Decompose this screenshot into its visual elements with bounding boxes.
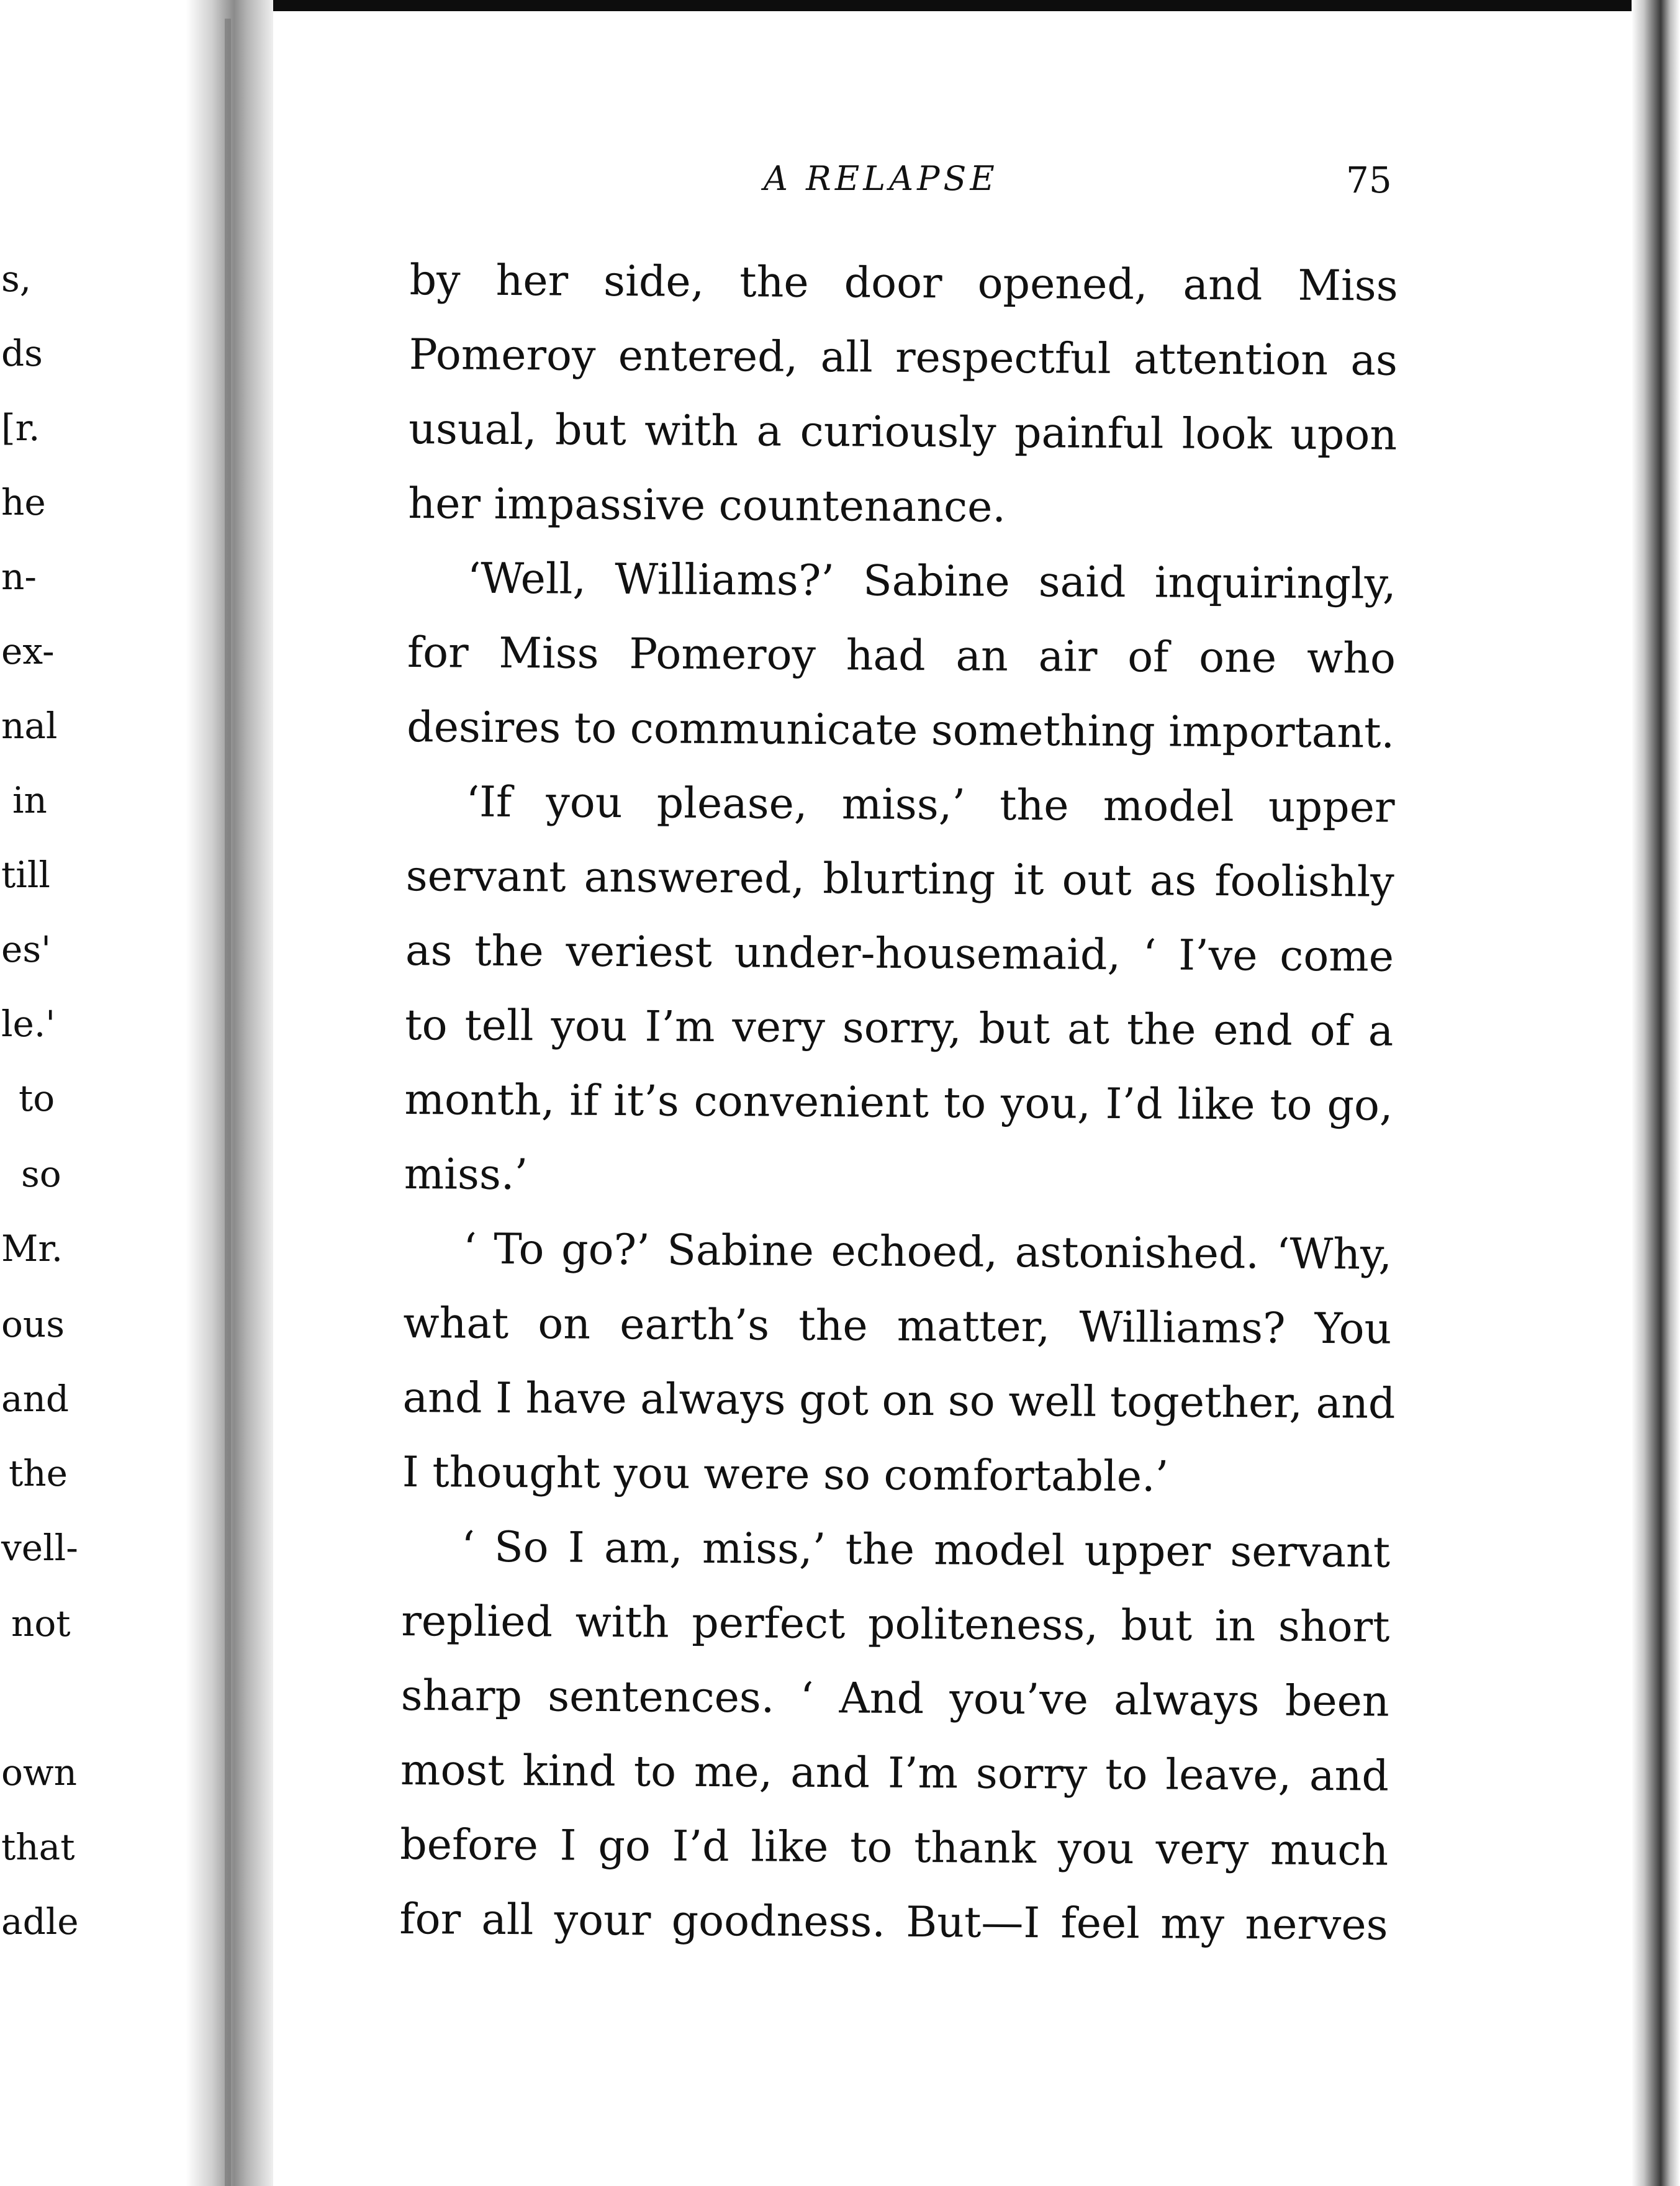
left-fragment: to [19,1077,55,1119]
left-fragment: n- [1,556,37,598]
left-fragment: [r. [1,407,40,449]
top-page-edge [168,0,1680,11]
left-fragment: own [1,1751,77,1794]
left-fragment: and [1,1378,70,1420]
text-line: most kind to me, and I’m sorry to leave, and [400,1745,1389,1801]
left-fragment: es' [1,928,52,970]
body-text [399,243,1398,1963]
left-fragment: Mr. [1,1227,63,1270]
text-line: usual, but with a curiously painful look upon [408,404,1398,460]
left-facing-page [0,0,186,2186]
right-page-edge [1632,0,1680,2186]
left-fragment: he [1,481,46,523]
left-fragment: that [1,1826,75,1868]
left-fragment: nal [1,705,58,747]
left-fragment: vell- [1,1527,78,1569]
text-line: by her side, the door opened, and Miss [409,255,1398,311]
text-line: servant answered, blurting it out as foolishly [405,851,1394,907]
text-line: desires to communicate something important. [406,702,1395,758]
text-line: sharp sentences. ‘ And you’ve always been [400,1671,1389,1727]
text-line: Pomeroy entered, all respectful attention as [409,330,1398,386]
left-fragment: s, [1,258,32,300]
left-fragment: ds [1,332,43,374]
left-fragment: adle [1,1900,79,1943]
text-line: ‘Well, Williams?’ Sabine said inquiringly, [467,554,1396,609]
text-line: month, if it’s convenient to you, I’d like to go, [404,1075,1393,1131]
text-line: ‘ To go?’ Sabine echoed, astonished. ‘Why, [463,1224,1393,1280]
text-line: and I have always got on so well together, and [402,1373,1396,1429]
text-line: for Miss Pomeroy had an air of one who [407,628,1396,684]
left-fragment: ex- [1,630,55,672]
running-head: A RELAPSE [764,159,998,198]
text-line: ‘If you please, miss,’ the model upper [466,777,1395,833]
text-line: for all your goodness. But—I feel my nerves [399,1894,1388,1950]
left-fragment: the [9,1452,68,1494]
text-line: her impassive countenance. [408,479,1006,532]
text-line: I thought you were so comfortable.’ [402,1447,1169,1502]
left-fragment: not [11,1602,71,1645]
text-line: replied with perfect politeness, but in short [401,1596,1390,1652]
left-fragment: in [12,779,47,821]
text-line: what on earth’s the matter, Williams? You [403,1298,1392,1354]
spine-shadow [225,19,231,2186]
left-fragment: ous [1,1303,65,1345]
left-fragment: till [1,854,50,896]
text-line: to tell you I’m very sorry, but at the end of a [405,1000,1394,1056]
left-fragment: le.' [1,1003,56,1045]
left-fragment: so [21,1153,61,1195]
text-line: miss.’ [404,1149,528,1200]
text-line: before I go I’d like to thank you very much [400,1820,1389,1876]
page-number: 75 [1346,159,1392,201]
text-line: ‘ So I am, miss,’ the model upper servant [461,1522,1391,1578]
text-line: as the veriest under-housemaid, ‘ I’ve come [405,926,1394,982]
